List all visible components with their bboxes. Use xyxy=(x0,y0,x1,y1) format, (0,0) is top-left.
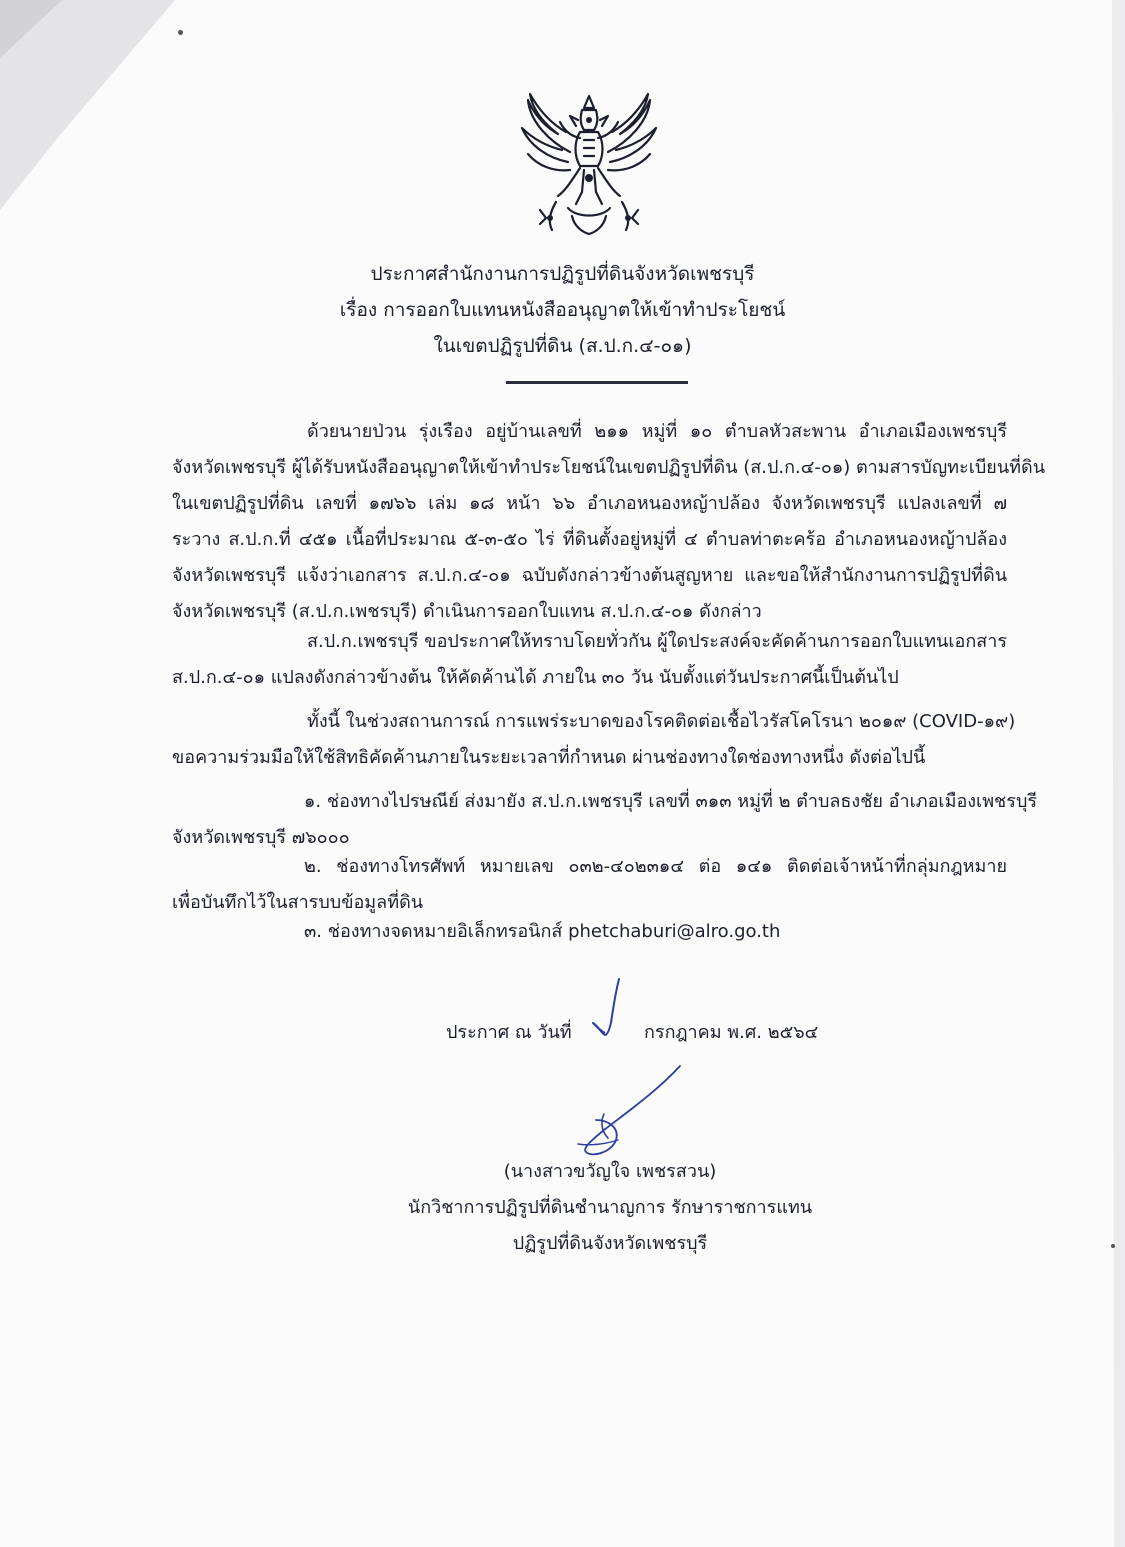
header-line-2: เรื่อง การออกใบแทนหนังสืออนุญาตให้เข้าทำประโยชน์ xyxy=(339,299,786,321)
garuda-emblem-icon xyxy=(510,92,668,238)
item-line: จังหวัดเพชรบุรี ๗๖๐๐๐ xyxy=(172,827,350,848)
signer-title: นักวิชาการปฏิรูปที่ดินชำนาญการ รักษาราชการแทน xyxy=(407,1197,813,1218)
paragraph-line: จังหวัดเพชรบุรี ผู้ได้รับหนังสืออนุญาตให้เข้าทำประโยชน์ในเขตปฏิรูปที่ดิน (ส.ป.ก.๔-๐๑) ตามสารบัญทะเบียนที่ดิน xyxy=(172,457,1045,478)
handwritten-day-mark xyxy=(585,975,635,1045)
speck xyxy=(1111,1244,1115,1248)
handwritten-signature xyxy=(560,1060,700,1160)
channel-item-1 xyxy=(172,784,1038,856)
announcement-date xyxy=(446,1017,819,1046)
paragraph-3 xyxy=(172,704,1016,776)
paragraph-line: ในเขตปฏิรูปที่ดิน เลขที่ ๑๗๖๖ เล่ม ๑๘ หน้า ๖๖ อำเภอหนองหญ้าปล้อง จังหวัดเพชรบุรี แปลงเลขที่ ๗ xyxy=(172,493,1007,514)
item-line: เพื่อบันทึกไว้ในสารบบข้อมูลที่ดิน xyxy=(172,892,424,913)
item-line: ๒. ช่องทางโทรศัพท์ หมายเลข ๐๓๒-๔๐๒๓๑๔ ต่อ ๑๔๑ ติดต่อเจ้าหน้าที่กลุ่มกฎหมาย xyxy=(304,856,1007,877)
header-line-3: ในเขตปฏิรูปที่ดิน (ส.ป.ก.๔-๐๑) xyxy=(433,335,692,357)
paragraph-line: ทั้งนี้ ในช่วงสถานการณ์ การแพร่ระบาดของโรคติดต่อเชื้อไวรัสโคโรนา ๒๐๑๙ (COVID-๑๙) xyxy=(307,711,1016,732)
signer-name: (นางสาวขวัญใจ เพชรสวน) xyxy=(503,1161,717,1182)
paragraph-2 xyxy=(172,624,1007,696)
date-prefix: ประกาศ ณ วันที่ xyxy=(446,1022,572,1043)
channel-item-2 xyxy=(172,849,1007,921)
item-line: ๑. ช่องทางไปรษณีย์ ส่งมายัง ส.ป.ก.เพชรบุรี เลขที่ ๓๑๓ หมู่ที่ ๒ ตำบลธงชัย อำเภอเมืองเพชรบุรี xyxy=(304,791,1038,812)
paragraph-line: จังหวัดเพชรบุรี (ส.ป.ก.เพชรบุรี) ดำเนินการออกใบแทน ส.ป.ก.๔-๐๑ ดังกล่าว xyxy=(172,601,762,622)
paragraph-line: ระวาง ส.ป.ก.ที่ ๔๕๑ เนื้อที่ประมาณ ๕-๓-๕๐ ไร่ ที่ดินตั้งอยู่หมู่ที่ ๔ ตำบลท่าตะคร้อ อำเภอหนองหญ้าปล้อง xyxy=(172,529,1007,550)
signer-office: ปฏิรูปที่ดินจังหวัดเพชรบุรี xyxy=(512,1233,708,1254)
announcement-header xyxy=(250,256,875,364)
paragraph-line: ส.ป.ก.๔-๐๑ แปลงดังกล่าวข้างต้น ให้คัดค้านได้ ภายใน ๓๐ วัน นับตั้งแต่วันประกาศนี้เป็นต้นไป xyxy=(172,667,899,688)
paragraph-line: ส.ป.ก.เพชรบุรี ขอประกาศให้ทราบโดยทั่วกัน ผู้ใดประสงค์จะคัดค้านการออกใบแทนเอกสาร xyxy=(307,631,1007,652)
paragraph-line: จังหวัดเพชรบุรี แจ้งว่าเอกสาร ส.ป.ก.๔-๐๑ ฉบับดังกล่าวข้างต้นสูญหาย และขอให้สำนักงานการปฏิรูปที่ดิน xyxy=(172,565,1007,586)
paragraph-1 xyxy=(172,414,1045,630)
header-line-1: ประกาศสำนักงานการปฏิรูปที่ดินจังหวัดเพชรบุรี xyxy=(370,263,755,285)
paragraph-line: ด้วยนายป่วน รุ่งเรือง อยู่บ้านเลขที่ ๒๑๑ หมู่ที่ ๑๐ ตำบลหัวสะพาน อำเภอเมืองเพชรบุรี xyxy=(307,421,1007,442)
paragraph-line: ขอความร่วมมือให้ใช้สิทธิคัดค้านภายในระยะเวลาที่กำหนด ผ่านช่องทางใดช่องทางหนึ่ง ดังต่อไปนี้ xyxy=(172,747,926,768)
divider-rule xyxy=(506,381,688,384)
date-month-year: กรกฎาคม พ.ศ. ๒๕๖๔ xyxy=(644,1022,819,1043)
speck xyxy=(178,30,183,35)
channel-item-3 xyxy=(172,914,1007,950)
item-line: ๓. ช่องทางจดหมายอิเล็กทรอนิกส์ phetchaburi@alro.go.th xyxy=(304,921,781,942)
signer-block xyxy=(330,1154,890,1262)
